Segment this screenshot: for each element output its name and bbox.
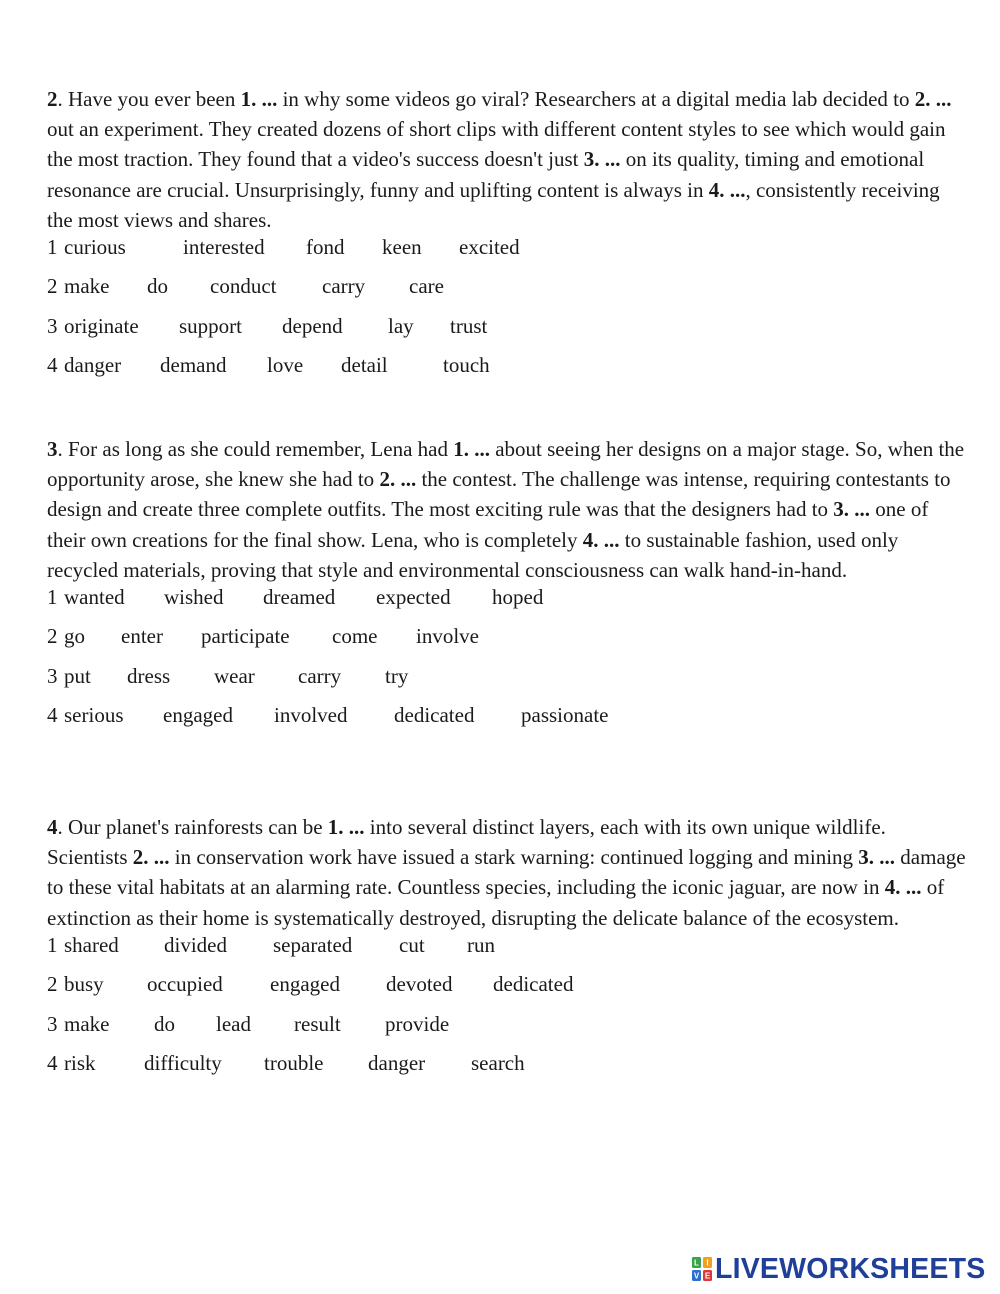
option-row bbox=[47, 1013, 967, 1052]
option-word[interactable]: hoped bbox=[492, 585, 544, 610]
option-word[interactable]: do bbox=[154, 1011, 175, 1036]
svg-text:L: L bbox=[694, 1258, 699, 1268]
option-word[interactable]: wanted bbox=[64, 585, 125, 610]
option-number: 4 bbox=[47, 703, 58, 728]
answer-options bbox=[47, 586, 967, 744]
option-word[interactable]: wished bbox=[164, 585, 224, 610]
answer-options bbox=[47, 934, 967, 1092]
option-word[interactable]: divided bbox=[164, 932, 227, 957]
option-word[interactable]: carry bbox=[298, 663, 342, 688]
option-number: 1 bbox=[47, 235, 58, 260]
option-row bbox=[47, 236, 967, 275]
exercise-3 bbox=[47, 434, 967, 744]
exercise-passage: 2. Have you ever been 1. ... in why some videos go viral? Researchers at a digital media lab decided to 2. ... out an experiment. They created dozens of short clips with different content styles to see which would gain the most traction. They found that a video's success doesn't just 3. ... on its quality, timing and emotional resonance are crucial. Unsurprisingly, funny and uplifting content is always in 4. ..., consistently receiving the most views and shares. bbox=[47, 87, 952, 232]
option-word[interactable]: touch bbox=[443, 353, 490, 378]
svg-text:I: I bbox=[706, 1258, 709, 1268]
brand-name: LIVEWORKSHEETS bbox=[715, 1252, 986, 1285]
option-word[interactable]: do bbox=[147, 274, 168, 299]
option-word[interactable]: lead bbox=[216, 1011, 251, 1036]
option-word[interactable]: make bbox=[64, 1011, 110, 1036]
option-word[interactable]: involve bbox=[416, 624, 479, 649]
option-word[interactable]: keen bbox=[382, 235, 422, 260]
answer-options bbox=[47, 236, 967, 394]
option-number: 2 bbox=[47, 972, 58, 997]
liveworksheets-logo[interactable] bbox=[692, 1254, 985, 1284]
gap-marker[interactable]: 3. ... bbox=[833, 497, 871, 522]
option-word[interactable]: trouble bbox=[264, 1050, 324, 1075]
option-number: 4 bbox=[47, 1050, 58, 1075]
option-word[interactable]: try bbox=[385, 663, 409, 688]
option-word[interactable]: participate bbox=[201, 624, 290, 649]
option-word[interactable]: provide bbox=[385, 1011, 450, 1036]
option-word[interactable]: trust bbox=[450, 313, 488, 338]
option-word[interactable]: enter bbox=[121, 624, 163, 649]
gap-marker[interactable]: 2. ... bbox=[132, 845, 170, 870]
option-row bbox=[47, 704, 967, 743]
gap-marker[interactable]: 3. ... bbox=[858, 845, 896, 870]
option-word[interactable]: engaged bbox=[270, 972, 340, 997]
option-word[interactable]: demand bbox=[160, 353, 227, 378]
option-word[interactable]: occupied bbox=[147, 972, 223, 997]
gap-marker[interactable]: 4. ... bbox=[582, 527, 620, 552]
gap-marker[interactable]: 2. ... bbox=[379, 467, 417, 492]
option-word[interactable]: involved bbox=[274, 703, 348, 728]
option-word[interactable]: result bbox=[294, 1011, 341, 1036]
option-word[interactable]: interested bbox=[183, 235, 265, 260]
option-number: 4 bbox=[47, 353, 58, 378]
option-word[interactable]: expected bbox=[376, 585, 451, 610]
option-row bbox=[47, 354, 967, 393]
option-row bbox=[47, 625, 967, 664]
option-word[interactable]: make bbox=[64, 274, 110, 299]
exercise-passage: 4. Our planet's rainforests can be 1. ... into several distinct layers, each with its own unique wildlife. Scientists 2. ... in conservation work have issued a stark warning: continued logging and mining 3. ... damage to these vital habitats at an alarming rate. Countless species, including the iconic jaguar, are now in 4. ... of extinction as their home is systematically destroyed, disrupting the delicate balance of the ecosystem. bbox=[47, 815, 966, 930]
option-word[interactable]: danger bbox=[368, 1050, 426, 1075]
option-row bbox=[47, 315, 967, 354]
option-word[interactable]: dress bbox=[127, 663, 171, 688]
option-row bbox=[47, 665, 967, 704]
option-row bbox=[47, 586, 967, 625]
option-word[interactable]: wear bbox=[214, 663, 255, 688]
option-number: 2 bbox=[47, 274, 58, 299]
option-number: 2 bbox=[47, 624, 58, 649]
option-word[interactable]: come bbox=[332, 624, 378, 649]
option-word[interactable]: serious bbox=[64, 703, 124, 728]
option-word[interactable]: search bbox=[471, 1050, 525, 1075]
option-word[interactable]: carry bbox=[322, 274, 366, 299]
option-number: 3 bbox=[47, 1011, 58, 1036]
option-number: 1 bbox=[47, 585, 58, 610]
option-number: 3 bbox=[47, 313, 58, 338]
option-row bbox=[47, 973, 967, 1012]
gap-marker[interactable]: 1. ... bbox=[327, 815, 365, 839]
exercise-4 bbox=[47, 812, 967, 1091]
svg-text:E: E bbox=[704, 1271, 711, 1281]
option-word[interactable]: conduct bbox=[210, 274, 277, 299]
option-word[interactable]: cut bbox=[399, 932, 425, 957]
option-word[interactable]: go bbox=[64, 624, 85, 649]
option-word[interactable]: detail bbox=[341, 353, 388, 378]
liveworksheets-logo-icon bbox=[692, 1257, 712, 1281]
option-word[interactable]: passionate bbox=[521, 703, 609, 728]
option-word[interactable]: dedicated bbox=[394, 703, 475, 728]
svg-text:V: V bbox=[693, 1271, 700, 1281]
option-row bbox=[47, 934, 967, 973]
option-row bbox=[47, 1052, 967, 1091]
option-word[interactable]: dreamed bbox=[263, 585, 336, 610]
option-row bbox=[47, 275, 967, 314]
option-word[interactable]: care bbox=[409, 274, 444, 299]
exercise-passage: 3. For as long as she could remember, Lena had 1. ... about seeing her designs on a major stage. So, when the opportunity arose, she knew she had to 2. ... the contest. The challenge was intense, requiring contestants to design and create three complete outfits. The most exciting rule was that the designers had to 3. ... one of their own creations for the final show. Lena, who is completely 4. ... to sustainable fashion, used only recycled materials, proving that style and environmental consciousness can walk hand-in-hand. bbox=[47, 437, 965, 582]
option-word[interactable]: run bbox=[467, 932, 495, 957]
gap-marker[interactable]: 4. ... bbox=[884, 875, 922, 900]
option-word[interactable]: originate bbox=[64, 313, 139, 338]
gap-marker[interactable]: 1. ... bbox=[453, 437, 490, 461]
option-word[interactable]: shared bbox=[64, 932, 119, 957]
option-number: 1 bbox=[47, 932, 58, 957]
option-word[interactable]: fond bbox=[306, 235, 345, 260]
option-word[interactable]: love bbox=[267, 353, 304, 378]
option-word[interactable]: curious bbox=[64, 235, 126, 260]
exercise-number: 4 bbox=[47, 815, 58, 839]
option-word[interactable]: risk bbox=[64, 1050, 96, 1075]
option-word[interactable]: devoted bbox=[386, 972, 453, 997]
exercise-number: 3 bbox=[47, 437, 58, 461]
option-word[interactable]: lay bbox=[388, 313, 414, 338]
option-word[interactable]: depend bbox=[282, 313, 343, 338]
gap-marker[interactable]: 1. ... bbox=[240, 87, 278, 111]
gap-marker[interactable]: 3. ... bbox=[583, 147, 621, 172]
option-word[interactable]: danger bbox=[64, 353, 122, 378]
option-word[interactable]: put bbox=[64, 663, 91, 688]
gap-marker[interactable]: 4. ... bbox=[708, 177, 746, 202]
gap-marker[interactable]: 2. ... bbox=[914, 87, 952, 111]
option-number: 3 bbox=[47, 663, 58, 688]
option-word[interactable]: support bbox=[179, 313, 242, 338]
option-word[interactable]: busy bbox=[64, 972, 104, 997]
option-word[interactable]: separated bbox=[273, 932, 353, 957]
option-word[interactable]: dedicated bbox=[493, 972, 574, 997]
option-word[interactable]: engaged bbox=[163, 703, 233, 728]
exercise-number: 2 bbox=[47, 87, 58, 111]
option-word[interactable]: excited bbox=[459, 235, 520, 260]
option-word[interactable]: difficulty bbox=[144, 1050, 222, 1075]
exercise-2 bbox=[47, 84, 967, 394]
